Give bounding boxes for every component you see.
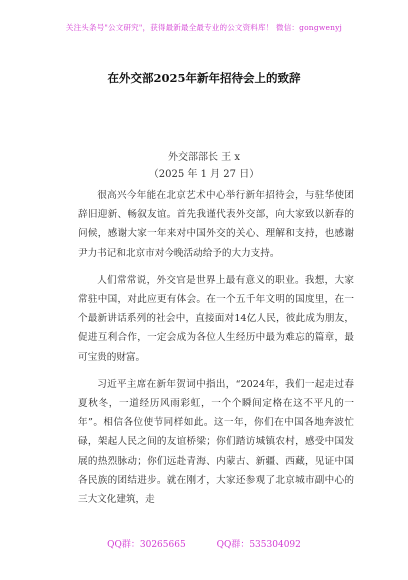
paragraph: 人们常常说，外交官是世界上最有意义的职业。我想，大家常驻中国，对此应更有体会。在一个五千年文明的国度里，在一个最新讲话系列的社会中，直接面对14亿人民，彼此成为朋友，促进互利合作，一定会成为各位人生经历中最为难忘的篇章，最可宝贵的财富。	[78, 274, 354, 363]
promo-banner: 关注头条号"公文研究"，获得最新最全最专业的公文资料库！ 微信：gongwenyj	[65, 23, 343, 32]
document-body	[78, 186, 354, 517]
footer-contacts	[0, 537, 408, 550]
document-title: 在外交部2025年新年招待会上的致辞	[107, 71, 301, 85]
qq-group-1: QQ群：30265665	[107, 540, 186, 550]
date-line: （2025 年 1 月 27 日）	[148, 169, 260, 180]
paragraph: 很高兴今年能在北京艺术中心举行新年招待会，与驻华使团辞旧迎新、畅叙友谊。首先我谨代表外交部，向大家致以新春的问候，感谢大家一年来对中国外交的关心、理解和支持，也感谢尹力书记和北京市对今晚活动给予的大力支持。	[78, 190, 354, 259]
author-line: 外交部部长 王 x	[168, 152, 240, 163]
qq-group-2: QQ群：535304092	[216, 540, 301, 550]
paragraph: 习近平主席在新年贺词中指出，“2024年，我们一起走过春夏秋冬，一道经历风雨彩虹，一个个瞬间定格在这不平凡的一年”。相信各位使节同样如此。这一年，你们在中国各地奔波忙碌，架起人民之间的友谊桥梁；你们踏访城镇农村，感受中国发展的热烈脉动；你们远赴青海、内蒙古、新疆、西藏，见证中国各民族的团结进步。就在刚才，大家还参观了北京城市副中心的三大文化建筑，走	[78, 378, 354, 506]
